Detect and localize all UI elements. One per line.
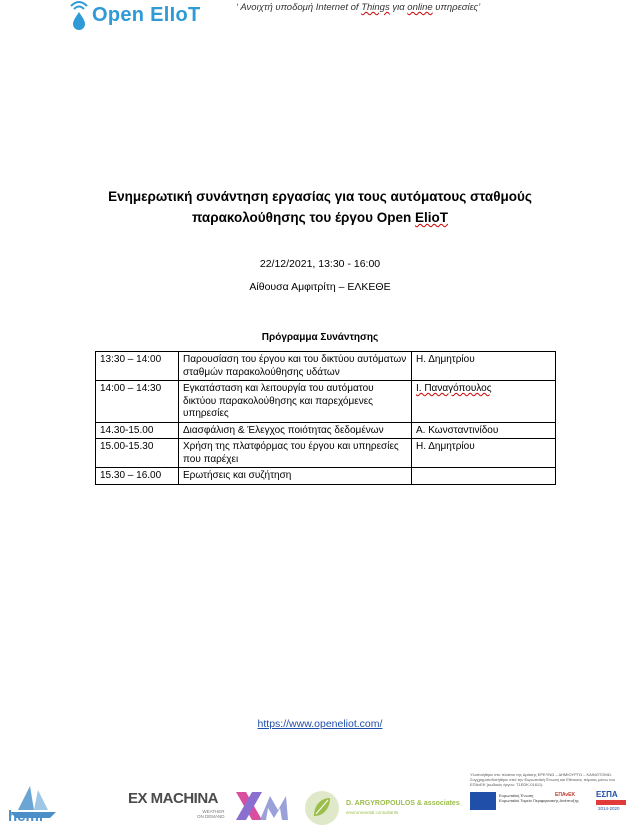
funding-note: Υλοποιήθηκε στο πλαίσιο της Δράσης ΕΡΕΥΝΩ – ΔΗΜΙΟΥΡΓΩ – ΚΑΙΝΟΤΟΜΩ. Συγχρηματοδοτήθηκε από την Ευρωπαϊκή Ένωση και Εθνικούς πόρους μέσω του ΕΠΑνΕΚ (κωδικός έργου: T1EDK-01611) — [470, 772, 615, 787]
water-drop-wifi-icon — [68, 0, 90, 30]
table-row — [96, 352, 556, 381]
exmachina-subtitle: WEATHER ON DEMAND — [197, 809, 225, 819]
speaker-cell — [412, 468, 556, 485]
speaker-cell: Η. Δημητρίου — [412, 439, 556, 468]
title-line-2: παρακολούθησης του έργου Open ElioT — [191, 210, 449, 225]
logo-text: Open ElIoT — [92, 3, 201, 26]
espa-logo-text: ΕΣΠΑ — [596, 790, 618, 799]
website-link[interactable]: https://www.openeliot.com/ — [257, 718, 383, 730]
schedule-table — [95, 351, 556, 485]
speaker-cell: Α. Κωνσταντινίδου — [412, 422, 556, 439]
exmachina-logo-text: EX MACHINA — [128, 790, 219, 807]
eu-flag-icon — [470, 792, 496, 810]
hcmr-logo-text: hcmr — [8, 808, 45, 825]
meeting-datetime: 22/12/2021, 13:30 - 16:00 — [259, 258, 381, 270]
table-row — [96, 468, 556, 485]
topic-cell: Παρουσίαση του έργου και του δικτύου αυτόματων σταθμών παρακολούθησης υδάτων — [179, 352, 412, 381]
program-title: Πρόγραμμα Συνάντησης — [261, 332, 379, 343]
topic-cell: Ερωτήσεις και συζήτηση — [179, 468, 412, 485]
topic-cell: Διασφάλιση & Έλεγχος ποιότητας δεδομένων — [179, 422, 412, 439]
time-cell: 14.30-15.00 — [96, 422, 179, 439]
speaker-cell: Η. Δημητρίου — [412, 352, 556, 381]
sponsor-footer — [0, 770, 633, 830]
epanek-logo-text: ΕΠΑνΕΚ — [555, 792, 576, 798]
speaker-cell: Ι. Παναγόπουλος — [412, 381, 556, 423]
table-row — [96, 381, 556, 423]
exmachina-xm-icon — [234, 788, 290, 824]
meeting-location: Αίθουσα Αμφιτρίτη – ΕΛΚΕΘΕ — [249, 281, 391, 293]
title-line-1: Ενημερωτική συνάντηση εργασίας για τους αυτόματους σταθμούς — [108, 189, 532, 204]
table-row — [96, 439, 556, 468]
table-row — [96, 422, 556, 439]
eu-label: Ευρωπαϊκή Ένωση Ευρωπαϊκό Ταμείο Περιφερειακής Ανάπτυξης — [499, 793, 579, 803]
topic-cell: Χρήση της πλατφόρμας του έργου και υπηρεσίες που παρέχει — [179, 439, 412, 468]
time-cell: 15.30 – 16.00 — [96, 468, 179, 485]
espa-color-bar — [596, 800, 626, 805]
espa-years: 2014-2020 — [598, 806, 620, 811]
argyropoulos-subtitle: environmental consultants — [346, 810, 399, 815]
argyropoulos-logo-text: D. ARGYROPOULOS & associates — [346, 800, 460, 807]
time-cell: 14:00 – 14:30 — [96, 381, 179, 423]
topic-cell: Εγκατάσταση και λειτουργία του αυτόματου δικτύου παρακολούθησης και παρεχόμενες υπηρεσίες — [179, 381, 412, 423]
document-title — [60, 186, 580, 228]
argyropoulos-leaf-icon — [304, 790, 340, 826]
open-eliot-logo — [68, 0, 201, 30]
time-cell: 13:30 – 14:00 — [96, 352, 179, 381]
time-cell: 15.00-15.30 — [96, 439, 179, 468]
page-header — [0, 0, 633, 34]
header-tagline: ‘ Ανοιχτή υποδομή Internet of Things για online υπηρεσίες’ — [236, 2, 481, 13]
